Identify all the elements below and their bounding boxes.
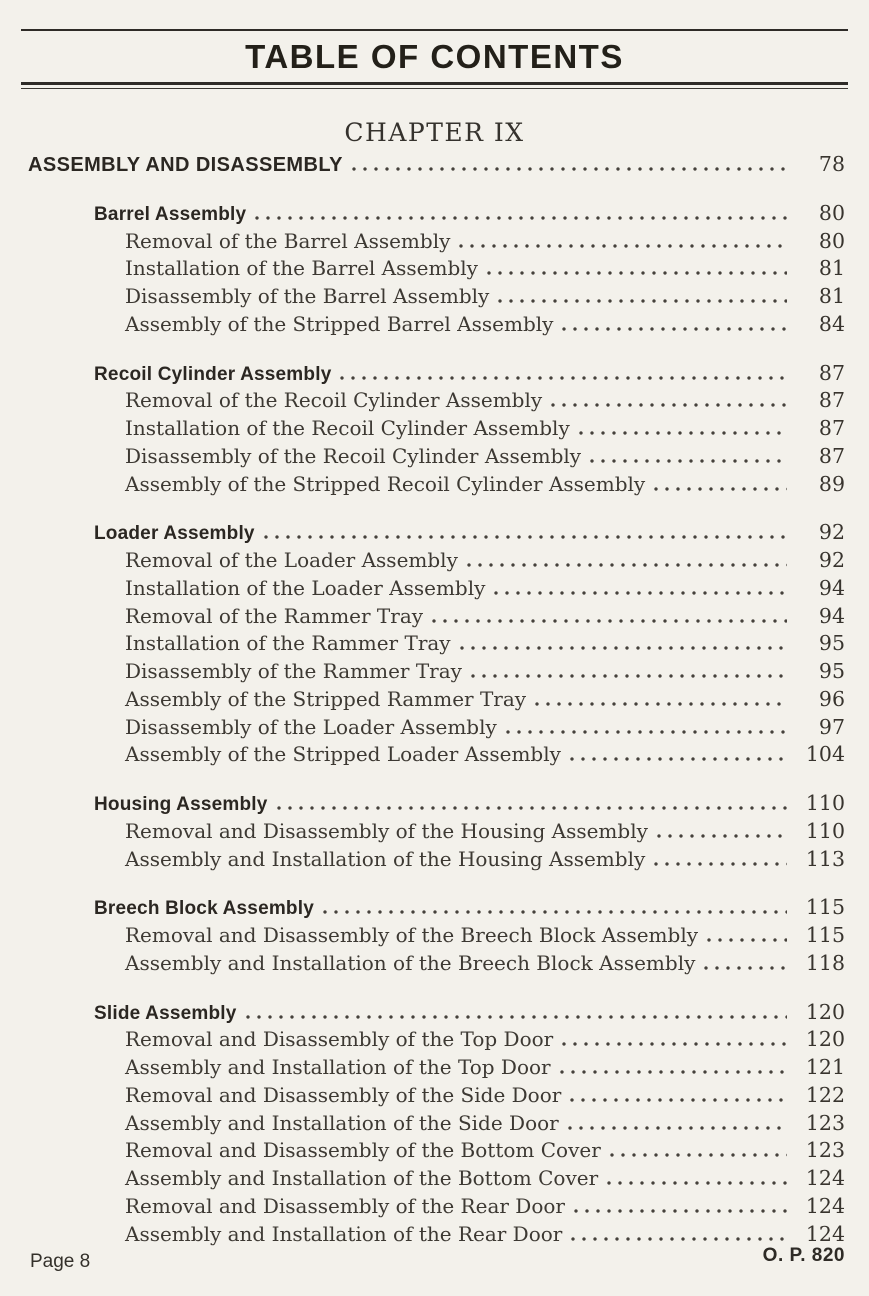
toc-entry-page-number: 87 [818,388,845,413]
toc-entry-page-number: 113 [805,846,845,871]
dot-leader [562,327,787,331]
toc-entry-page-number: 80 [818,228,845,253]
dot-leader [352,167,787,171]
toc-entry-label: Removal and Disassembly of the Side Door [125,1082,562,1107]
toc-entry-label: ASSEMBLY AND DISASSEMBLY [28,154,343,176]
toc-entry-page-number: 123 [805,1138,845,1163]
toc-entry-page-number: 95 [818,631,845,656]
toc-entry-page-number: 87 [818,360,845,385]
dot-leader [494,591,787,595]
toc-entry-section [28,999,845,1027]
toc-entry-item [28,575,845,603]
toc-entry-label: Removal and Disassembly of the Top Door [125,1027,554,1052]
dot-leader [590,459,787,463]
toc-entry-page-number: 115 [805,923,845,947]
toc-entry-item [28,228,845,256]
toc-entry-page-number: 89 [818,471,845,496]
toc-entry-label: Assembly and Installation of the Top Door [125,1055,551,1079]
dot-leader [560,1070,787,1074]
dot-leader [246,1015,787,1019]
toc-section [28,200,845,339]
toc-entry-page-number: 123 [805,1110,845,1135]
toc-entry-item [28,471,845,499]
toc-entry-label: Removal and Disassembly of the Bottom Cover [125,1138,601,1163]
dot-leader [654,862,787,866]
toc-entry-page-number: 120 [805,1027,845,1052]
toc-entry-label: Disassembly of the Rammer Tray [125,659,462,683]
toc-entry-label: Disassembly of the Recoil Cylinder Assembly [125,443,582,468]
toc-entry-item [28,686,845,714]
dot-leader [707,938,787,942]
dot-leader [471,674,787,678]
toc-entry-item [28,415,845,443]
toc-entry-item [28,547,845,575]
toc-entry-page-number: 78 [818,152,845,176]
toc-entry-item [28,1193,845,1221]
toc-entry-page-number: 124 [805,1166,845,1190]
toc-entry-section [28,894,845,922]
dot-leader [460,646,787,650]
toc-entry-page-number: 122 [805,1082,845,1107]
dot-leader [571,1237,787,1241]
toc-entry-item [28,818,845,846]
dot-leader [574,1209,787,1213]
toc-entry-page-number: 80 [818,200,845,225]
toc-entry-page-number: 124 [805,1193,845,1218]
dot-leader [568,1126,787,1130]
dot-leader [264,535,787,539]
toc-entry-label: Installation of the Barrel Assembly [125,256,478,281]
toc-entry-page-number: 92 [818,548,845,572]
dot-leader [570,1098,787,1102]
toc-entry-label: Recoil Cylinder Assembly [94,363,332,385]
toc-entry-label: Slide Assembly [94,1002,237,1024]
toc-entry-page-number: 118 [805,950,845,975]
toc-entry-label: Removal of the Rammer Tray [125,603,424,628]
toc-entry-label: Installation of the Rammer Tray [125,631,451,656]
toc-list [28,151,845,1248]
toc-entry-section [28,200,845,228]
dot-leader [551,403,787,407]
toc-entry-page-number: 87 [818,443,845,468]
toc-entry-section [28,360,845,388]
toc-entry-label: Assembly of the Stripped Rammer Tray [125,686,527,711]
toc-entry-item [28,603,845,631]
toc-entry-item [28,741,845,769]
toc-entry-section [28,790,845,818]
toc-entry-label: Breech Block Assembly [94,898,314,920]
title-rule-bottom-thick [21,82,848,85]
toc-entry-label: Removal of the Recoil Cylinder Assembly [125,388,543,413]
dot-leader [579,431,787,435]
toc-entry-label: Assembly and Installation of the Housing Assembly [125,846,646,871]
toc-entry-page-number: 97 [818,714,845,739]
toc-entry-item [28,658,845,686]
toc-entry-item [28,283,845,311]
toc-entry-item [28,443,845,471]
toc-entry-item [28,950,845,978]
dot-leader [610,1153,787,1157]
dot-leader [506,730,787,734]
toc-section [28,894,845,977]
toc-entry-label: Assembly of the Stripped Recoil Cylinder Assembly [125,471,646,496]
toc-section [28,360,845,499]
footer-publication-number: O. P. 820 [762,1245,845,1266]
toc-entry-item [28,311,845,339]
toc-entry-item [28,1221,845,1249]
toc-entry-label: Installation of the Loader Assembly [125,575,486,600]
masthead [21,0,848,89]
toc-entry-label: Assembly and Installation of the Bottom Cover [125,1166,599,1190]
toc-entry-page-number: 115 [805,895,845,920]
toc-entry-page-number: 95 [818,659,845,683]
toc-entry-item [28,846,845,874]
toc-entry-page-number: 104 [805,742,845,767]
toc-entry-page-number: 120 [805,999,845,1024]
dot-leader [255,216,787,220]
toc-section [28,519,845,769]
toc-entry-label: Removal of the Loader Assembly [125,548,458,572]
dot-leader [467,563,787,567]
toc-entry-label: Assembly and Installation of the Breech Block Assembly [125,950,696,975]
dot-leader [340,376,787,380]
chapter-heading: CHAPTER IX [344,118,525,147]
toc-entry-label: Assembly of the Stripped Loader Assembly [125,742,561,767]
toc-entry-label: Loader Assembly [94,523,255,545]
toc-entry-label: Assembly and Installation of the Rear Door [125,1221,563,1246]
toc-entry-item [28,1082,845,1110]
dot-leader [277,806,787,810]
toc-entry-page-number: 121 [805,1055,845,1079]
toc-entry-page-number: 81 [818,256,845,281]
toc-entry-chapter [28,151,845,179]
toc-entry-label: Barrel Assembly [94,203,247,225]
page-title: TABLE OF CONTENTS [245,38,624,75]
toc-entry-page-number: 92 [818,520,845,545]
toc-entry-item [28,1165,845,1193]
toc-section [28,790,845,873]
dot-leader [657,834,787,838]
toc-entry-label: Installation of the Recoil Cylinder Assembly [125,416,570,440]
toc-entry-label: Removal and Disassembly of the Breech Block Assembly [125,923,699,947]
toc-entry-page-number: 94 [818,603,845,628]
toc-entry-page-number: 110 [805,818,845,843]
footer-page-number: Page 8 [30,1251,91,1272]
toc-entry-label: Disassembly of the Barrel Assembly [125,284,490,308]
dot-leader [654,487,787,491]
toc-entry-page-number: 87 [818,416,845,440]
toc-entry-item [28,922,845,950]
toc-entry-label: Removal of the Barrel Assembly [125,228,451,253]
toc-entry-page-number: 110 [805,791,845,815]
dot-leader [607,1181,787,1185]
toc-entry-page-number: 124 [805,1221,845,1246]
dot-leader [704,966,787,970]
toc-entry-page-number: 94 [818,575,845,600]
toc-entry-item [28,1110,845,1138]
toc-entry-label: Disassembly of the Loader Assembly [125,714,497,739]
toc-entry-label: Assembly of the Stripped Barrel Assembly [125,311,554,336]
toc-entry-label: Assembly and Installation of the Side Door [125,1110,559,1135]
dot-leader [432,619,787,623]
toc-entry-item [28,387,845,415]
dot-leader [498,299,787,303]
toc-entry-page-number: 81 [818,284,845,308]
dot-leader [487,271,787,275]
dot-leader [570,757,787,761]
toc-entry-item [28,714,845,742]
toc-entry-label: Removal and Disassembly of the Rear Door [125,1193,565,1218]
toc-entry-item [28,255,845,283]
dot-leader [562,1042,787,1046]
toc-entry-label: Housing Assembly [94,794,268,815]
toc-entry-item [28,1054,845,1082]
toc-section [28,999,845,1249]
dot-leader [323,910,787,914]
title-rule-top [21,29,848,31]
toc-entry-section [28,519,845,547]
toc-entry-item [28,630,845,658]
toc-entry-page-number: 84 [818,311,845,336]
dot-leader [459,244,787,248]
title-rule-bottom-thin [21,88,848,89]
dot-leader [535,702,787,706]
toc-entry-page-number: 96 [818,686,845,711]
toc-entry-label: Removal and Disassembly of the Housing Assembly [125,818,648,843]
toc-entry-item [28,1137,845,1165]
toc-entry-item [28,1026,845,1054]
